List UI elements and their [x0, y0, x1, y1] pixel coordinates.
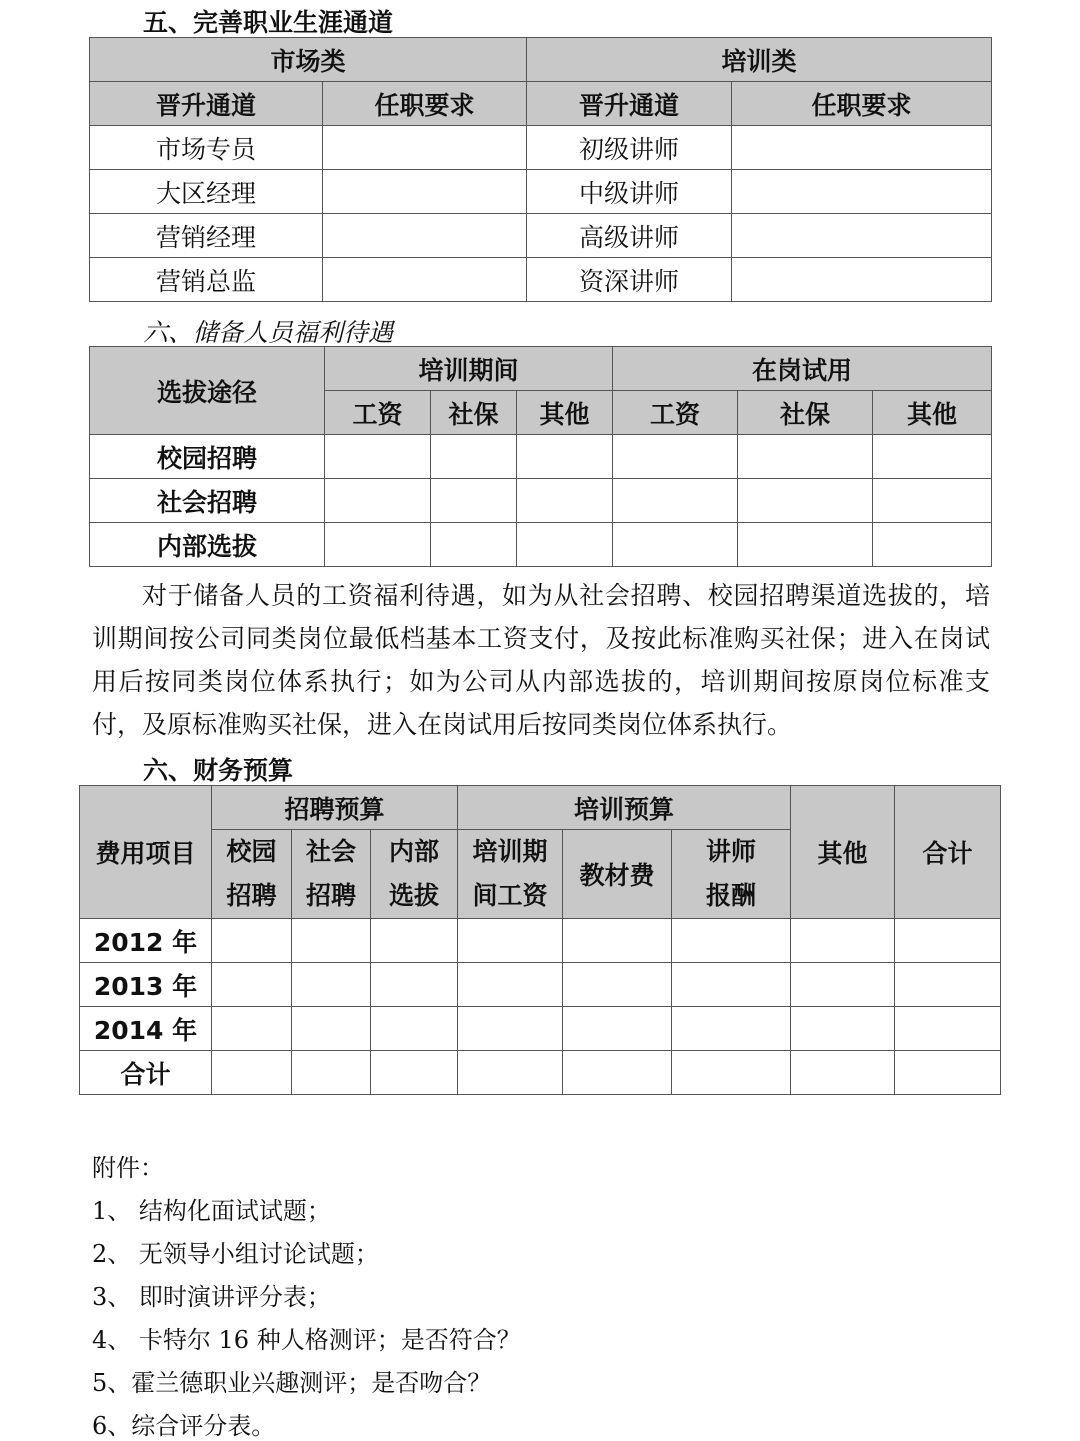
col-materials: 教材费	[563, 830, 672, 919]
training-path-cell: 高级讲师	[527, 214, 732, 258]
year-cell: 2014 年	[80, 1007, 212, 1051]
career-path-table	[89, 37, 992, 302]
table-row	[90, 435, 992, 479]
attachment-item: 2、 无领导小组讨论试题；	[92, 1240, 379, 1268]
training-path-cell: 资深讲师	[527, 258, 732, 302]
total-cell: 合计	[80, 1051, 212, 1095]
benefits-paragraph: 对于储备人员的工资福利待遇，如为从社会招聘、校园招聘渠道选拔的，培训期间按公司同类岗位最低档基本工资支付，及按此标准购买社保；进入在岗试用后按同类岗位体系执行；如为公司从内部选拔的，培训期间按原岗位标准支付，及原标准购买社保，进入在岗试用后按同类岗位体系执行。	[92, 581, 990, 739]
table-row	[80, 1051, 1001, 1095]
col-salary: 工资	[325, 391, 431, 435]
table-row	[90, 258, 992, 302]
group-market: 市场类	[90, 38, 527, 82]
col-salary: 工资	[613, 391, 738, 435]
col-item: 费用项目	[80, 786, 212, 919]
col-lecturer: 讲师报酬	[672, 830, 791, 919]
col-market-req: 任职要求	[323, 82, 527, 126]
col-market-path: 晋升通道	[90, 82, 323, 126]
col-social: 社会招聘	[292, 830, 371, 919]
year-cell: 2013 年	[80, 963, 212, 1007]
col-other: 其他	[517, 391, 613, 435]
col-channel: 选拔途径	[90, 347, 325, 435]
col-other: 其他	[791, 786, 895, 919]
channel-cell: 社会招聘	[90, 479, 325, 523]
group-train: 培训预算	[458, 786, 791, 830]
training-path-cell: 初级讲师	[527, 126, 732, 170]
attachment-item: 5、霍兰德职业兴趣测评；是否吻合？	[92, 1369, 492, 1397]
attachments-title: 附件：	[92, 1154, 164, 1182]
col-training-req: 任职要求	[732, 82, 992, 126]
table-row	[90, 214, 992, 258]
table-row	[80, 919, 1001, 963]
section6b-title: 六、财务预算	[143, 756, 294, 785]
col-internal: 内部选拔	[371, 830, 458, 919]
attachment-item: 1、 结构化面试试题；	[92, 1197, 331, 1225]
table-row	[80, 1007, 1001, 1051]
budget-table	[79, 785, 1001, 1095]
table-row	[90, 479, 992, 523]
training-path-cell: 中级讲师	[527, 170, 732, 214]
section5-title: 五、完善职业生涯通道	[143, 8, 394, 37]
group-recruit: 招聘预算	[212, 786, 458, 830]
col-total: 合计	[895, 786, 1001, 919]
group-training: 培训类	[527, 38, 992, 82]
table-row	[80, 963, 1001, 1007]
col-campus: 校园招聘	[212, 830, 292, 919]
channel-cell: 内部选拔	[90, 523, 325, 567]
section6a-title: 六、储备人员福利待遇	[143, 318, 394, 347]
table-row	[90, 523, 992, 567]
group-trial: 在岗试用	[613, 347, 992, 391]
benefits-table	[89, 346, 992, 567]
channel-cell: 校园招聘	[90, 435, 325, 479]
group-training-period: 培训期间	[325, 347, 613, 391]
attachment-item: 4、 卡特尔 16 种人格测评；是否符合？	[92, 1326, 521, 1354]
col-train-salary: 培训期间工资	[458, 830, 563, 919]
market-path-cell: 市场专员	[90, 126, 323, 170]
market-path-cell: 营销总监	[90, 258, 323, 302]
market-path-cell: 营销经理	[90, 214, 323, 258]
market-path-cell: 大区经理	[90, 170, 323, 214]
col-training-path: 晋升通道	[527, 82, 732, 126]
year-cell: 2012 年	[80, 919, 212, 963]
attachment-item: 3、 即时演讲评分表；	[92, 1283, 331, 1311]
col-other: 其他	[873, 391, 992, 435]
col-insurance: 社保	[738, 391, 873, 435]
col-insurance: 社保	[431, 391, 517, 435]
table-row	[90, 126, 992, 170]
attachment-item: 6、综合评分表。	[92, 1412, 276, 1440]
table-row	[90, 170, 992, 214]
